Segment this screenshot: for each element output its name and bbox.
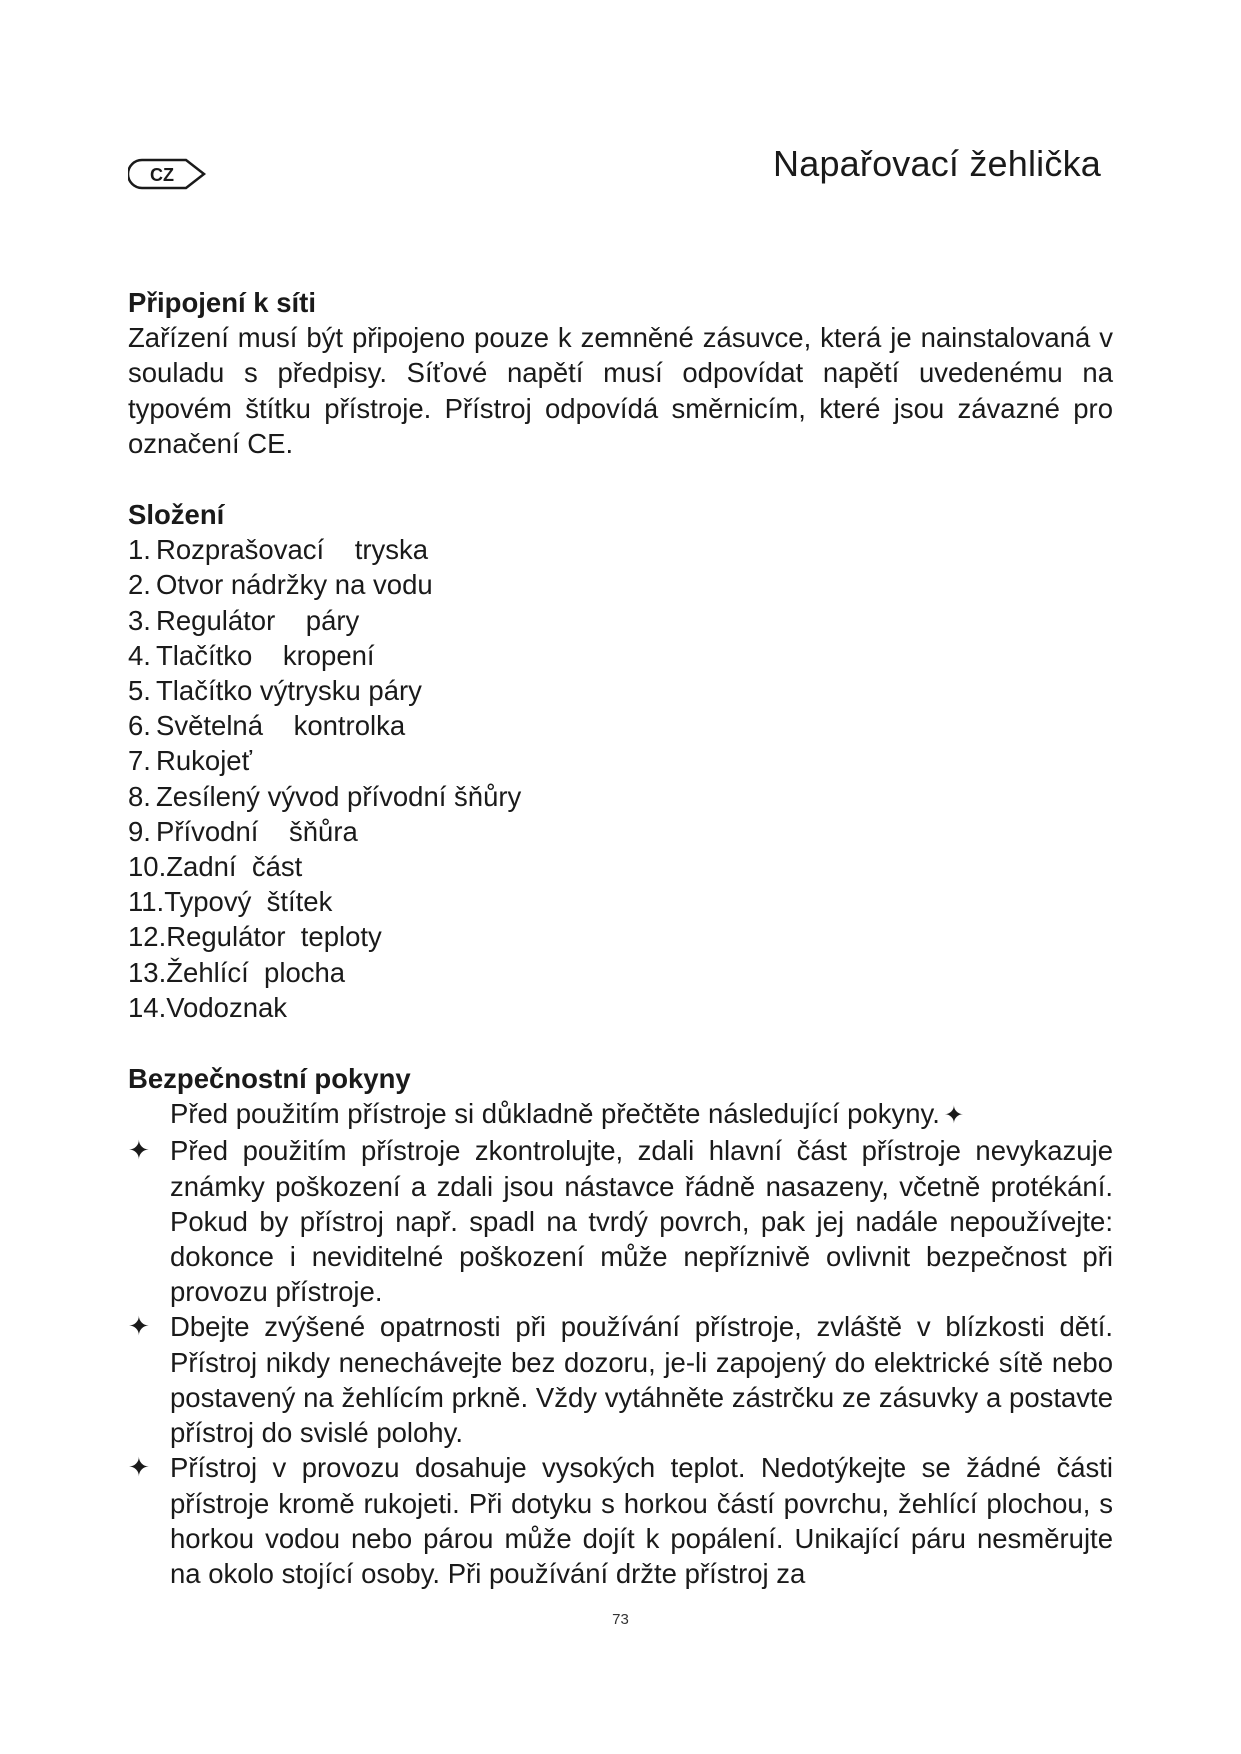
star-bullet-icon: ✦ — [943, 1102, 965, 1130]
star-bullet-icon: ✦ — [128, 1135, 150, 1166]
list-item: 13. Žehlící plocha — [128, 956, 346, 988]
list-item: 7. Rukojeť — [128, 745, 252, 777]
language-code: CZ — [150, 165, 174, 185]
connection-heading: Připojení k síti — [128, 287, 316, 318]
page-number: 73 — [612, 1611, 629, 1628]
connection-text: Zařízení musí být připojeno pouze k zemněné zásuvce, která je nainstalovaná v souladu s předpisy. Síťové napětí musí odpovídat napětí uvedenému na typovém štítku přístroje. Přístroj odpovídá směrnicím, které jsou závazné pro označení CE. — [128, 322, 1113, 459]
list-item: 8. Zesílený vývod přívodní šňůry — [128, 780, 522, 812]
list-item: ✦ Dbejte zvýšené opatrnosti při používání přístroje, zvláště v blízkosti dětí. Přístroj nikdy nenechávejte bez dozoru, je-li zapojený do elektrické sítě nebo postavený na žehlícím prkně. Vždy vytáhněte zástrčku ze zásuvky a postavte přístroj do svislé polohy. — [128, 1311, 1113, 1449]
list-item: 14. Vodoznak — [128, 991, 288, 1023]
list-item: 4. Tlačítko kropení — [128, 639, 375, 671]
safety-list — [128, 1133, 1113, 1591]
safety-heading: Bezpečnostní pokyny — [128, 1063, 411, 1095]
list-item: ✦ Přístroj v provozu dosahuje vysokých teplot. Nedotýkejte se žádné části přístroje kromě rukojeti. Při dotyku s horkou částí povrchu, žehlící plochou, s horkou vodou nebo párou může dojít k popálení. Unikající páru nesměrujte na okolo stojící osoby. Při používání držte přístroj za — [128, 1452, 1113, 1589]
list-item: ✦ Před použitím přístroje zkontrolujte, zdali hlavní část přístroje nevykazuje známky poškození a zdali jsou nástavce řádně nasazeny, včetně protékání. Pokud by přístroj např. spadl na tvrdý povrch, pak jej nadále nepoužívejte: dokonce i neviditelné poškození může nepříznivě ovlivnit bezpečnost při provozu přístroje. — [128, 1135, 1113, 1308]
list-item: 12. Regulátor teploty — [128, 921, 382, 953]
list-item: 5. Tlačítko výtrysku páry — [128, 675, 422, 707]
list-item: 9. Přívodní šňůra — [128, 815, 358, 847]
list-item: 2. Otvor nádržky na vodu — [128, 569, 433, 601]
list-item: 10. Zadní část — [128, 851, 303, 883]
list-item: 11. Typový štítek — [128, 886, 333, 918]
parts-heading: Složení — [128, 499, 225, 531]
page-title: Napařovací žehlička — [773, 143, 1101, 184]
language-badge-shape — [128, 156, 208, 192]
language-badge — [128, 156, 208, 192]
main-content — [128, 285, 1113, 1591]
parts-list — [128, 532, 1113, 1025]
list-item: 6. Světelná kontrolka — [128, 710, 406, 742]
star-bullet-icon: ✦ — [128, 1311, 150, 1342]
star-bullet-icon: ✦ — [128, 1452, 150, 1483]
safety-intro: Před použitím přístroje si důkladně přečtěte následující pokyny. ✦ — [170, 1098, 965, 1130]
list-item: 3. Regulátor páry — [128, 604, 360, 636]
list-item: 1. Rozprašovací tryska — [128, 534, 429, 566]
